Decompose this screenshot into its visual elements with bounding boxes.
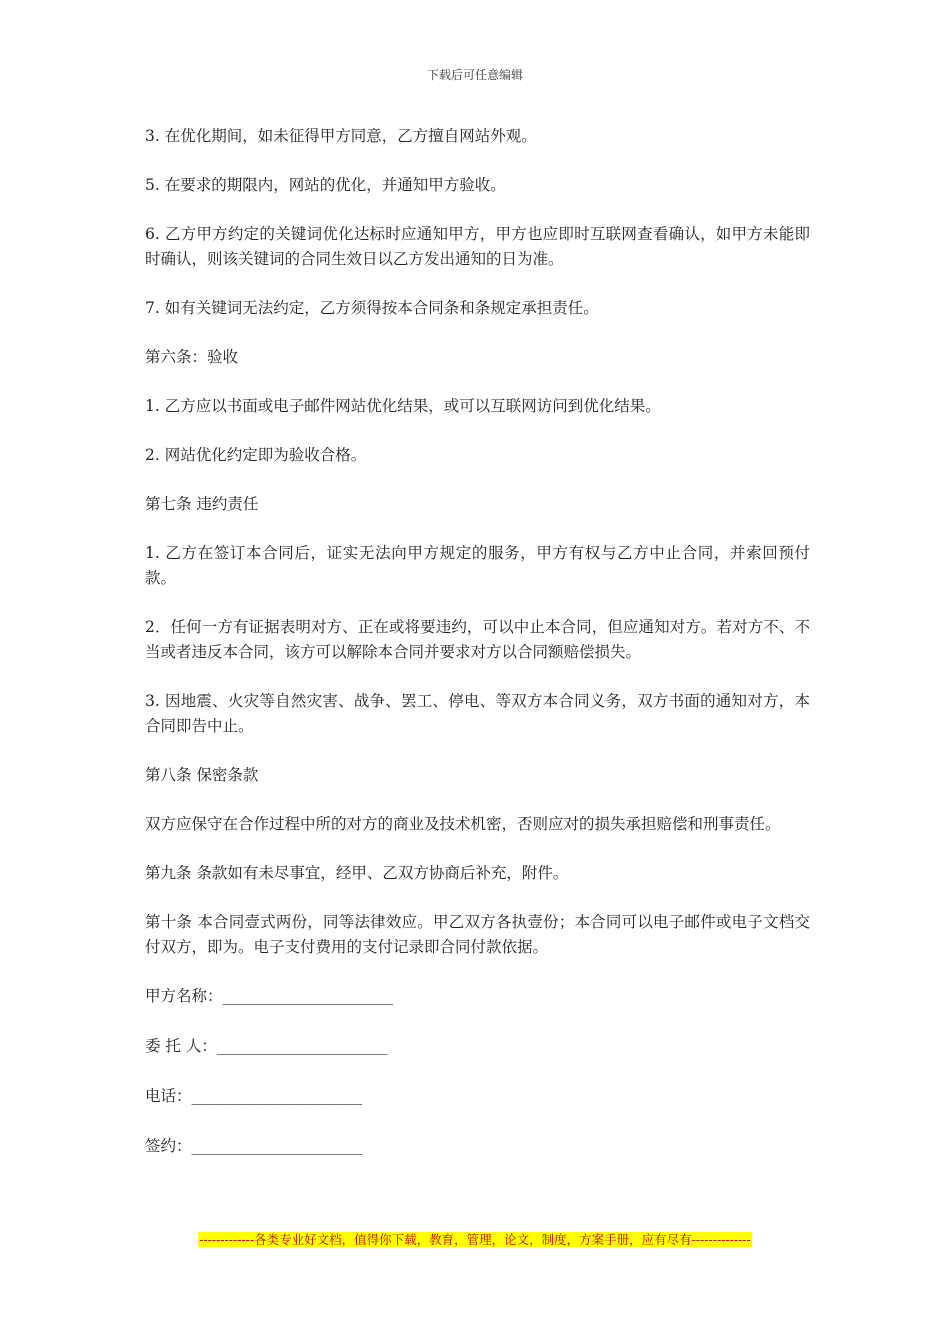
footer-banner-text: -------------各类专业好文档，值得你下载，教育，管理，论文，制度，方案手册，应有尽有-------------- bbox=[199, 1232, 751, 1247]
breach-item-3: 3. 因地震、火灾等自然灾害、战争、罢工、停电、等双方本合同义务，双方书面的通知对方，本合同即告中止。 bbox=[145, 692, 810, 735]
page-footer bbox=[0, 1229, 950, 1248]
phone-line: 电话：______________________ bbox=[145, 1087, 363, 1105]
acceptance-item-2: 2. 网站优化约定即为验收合格。 bbox=[145, 446, 367, 464]
clause-item-3: 3. 在优化期间，如未征得甲方同意，乙方擅自网站外观。 bbox=[145, 127, 537, 145]
section-heading-breach: 第七条 违约责任 bbox=[145, 495, 259, 513]
section-heading-confidentiality: 第八条 保密条款 bbox=[145, 766, 259, 784]
document-body bbox=[145, 124, 810, 1184]
party-a-name-line: 甲方名称：______________________ bbox=[145, 987, 394, 1005]
article-ten: 第十条 本合同壹式两份，同等法律效应。甲乙双方各执壹份；本合同可以电子邮件或电子文档交付双方，即为。电子支付费用的支付记录即合同付款依据。 bbox=[145, 913, 810, 956]
breach-item-1: 1. 乙方在签订本合同后，证实无法向甲方规定的服务，甲方有权与乙方中止合同，并索回预付款。 bbox=[145, 544, 810, 587]
clause-item-7: 7. 如有关键词无法约定，乙方须得按本合同条和条规定承担责任。 bbox=[145, 299, 599, 317]
page-header: 下载后可任意编辑 bbox=[426, 68, 523, 82]
section-heading-acceptance: 第六条：验收 bbox=[145, 348, 239, 366]
signing-line: 签约：______________________ bbox=[145, 1137, 363, 1155]
clause-item-6: 6. 乙方甲方约定的关键词优化达标时应通知甲方，甲方也应即时互联网查看确认，如甲方未能即时确认，则该关键词的合同生效日以乙方发出通知的日为准。 bbox=[145, 225, 810, 268]
confidentiality-text: 双方应保守在合作过程中所的对方的商业及技术机密，否则应对的损失承担赔偿和刑事责任。 bbox=[145, 815, 781, 833]
article-nine: 第九条 条款如有未尽事宜，经甲、乙双方协商后补充，附件。 bbox=[145, 864, 569, 882]
acceptance-item-1: 1. 乙方应以书面或电子邮件网站优化结果，或可以互联网访问到优化结果。 bbox=[145, 397, 661, 415]
breach-item-2: 2．任何一方有证据表明对方、正在或将要违约，可以中止本合同，但应通知对方。若对方不、不当或者违反本合同，该方可以解除本合同并要求对方以合同额赔偿损失。 bbox=[145, 618, 810, 661]
clause-item-5: 5. 在要求的期限内，网站的优化，并通知甲方验收。 bbox=[145, 176, 506, 194]
agent-line: 委 托 人：______________________ bbox=[145, 1037, 388, 1055]
